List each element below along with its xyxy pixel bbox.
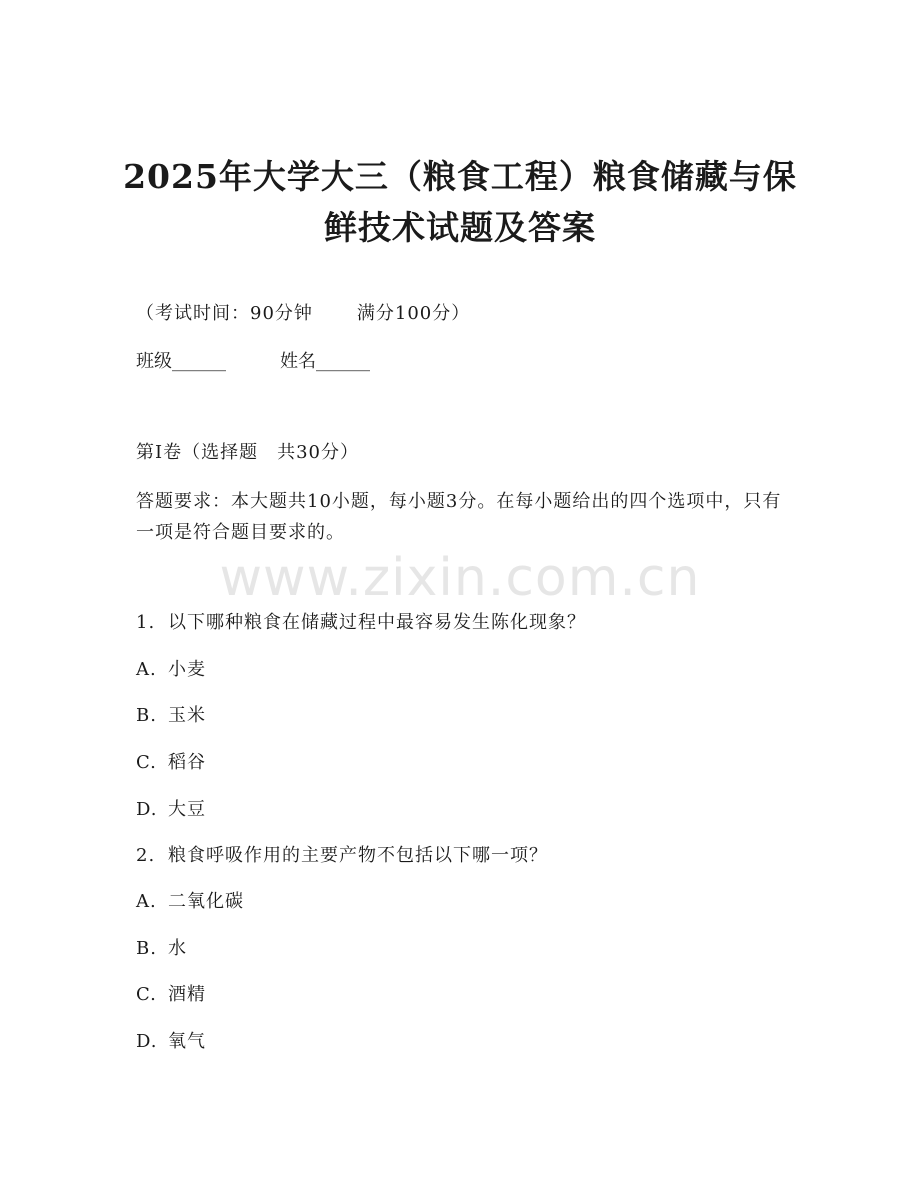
exam-time: （考试时间：90分钟 <box>136 303 313 324</box>
question-text: 粮食呼吸作用的主要产物不包括以下哪一项？ <box>168 845 548 866</box>
question-2-option-c <box>136 982 206 1008</box>
student-info <box>136 349 370 375</box>
question-1 <box>136 610 586 636</box>
option-label: A. <box>136 659 157 680</box>
question-2-option-b <box>136 936 187 962</box>
full-score: 满分100分） <box>356 303 471 324</box>
question-2 <box>136 843 548 869</box>
question-1-option-b <box>136 703 206 729</box>
question-number: 2. <box>136 845 156 866</box>
question-1-option-c <box>136 750 206 776</box>
name-field: 姓名______ <box>280 351 370 372</box>
option-label: B. <box>136 705 157 726</box>
option-label: B. <box>136 938 157 959</box>
option-label: D. <box>136 1031 158 1052</box>
watermark: www.zixin.com.cn <box>219 548 701 608</box>
question-1-option-d <box>136 797 206 823</box>
option-text: 稻谷 <box>168 752 206 773</box>
question-text: 以下哪种粮食在储藏过程中最容易发生陈化现象？ <box>168 612 586 633</box>
answer-instructions: 答题要求：本大题共10小题，每小题3分。在每小题给出的四个选项中，只有一项是符合题目要求的。 <box>136 491 782 543</box>
option-text: 小麦 <box>168 659 206 680</box>
question-2-option-a <box>136 889 244 915</box>
option-text: 氧气 <box>168 1031 206 1052</box>
class-field: 班级______ <box>136 351 226 372</box>
option-label: A. <box>136 891 157 912</box>
option-text: 酒精 <box>168 984 206 1005</box>
option-label: C. <box>136 984 157 1005</box>
option-label: C. <box>136 752 157 773</box>
question-1-option-a <box>136 657 206 683</box>
option-text: 二氧化碳 <box>168 891 244 912</box>
document-title-line-2: 鲜技术试题及答案 <box>324 208 596 247</box>
question-2-option-d <box>136 1029 206 1055</box>
exam-info <box>136 301 470 327</box>
option-text: 水 <box>168 938 187 959</box>
document-title-line-1: 2025年大学大三（粮食工程）粮食储藏与保 <box>123 157 797 196</box>
option-text: 大豆 <box>168 799 206 820</box>
option-text: 玉米 <box>168 705 206 726</box>
section-title: 第Ⅰ卷（选择题 共30分） <box>136 442 360 463</box>
question-number: 1. <box>136 612 156 633</box>
option-label: D. <box>136 799 158 820</box>
